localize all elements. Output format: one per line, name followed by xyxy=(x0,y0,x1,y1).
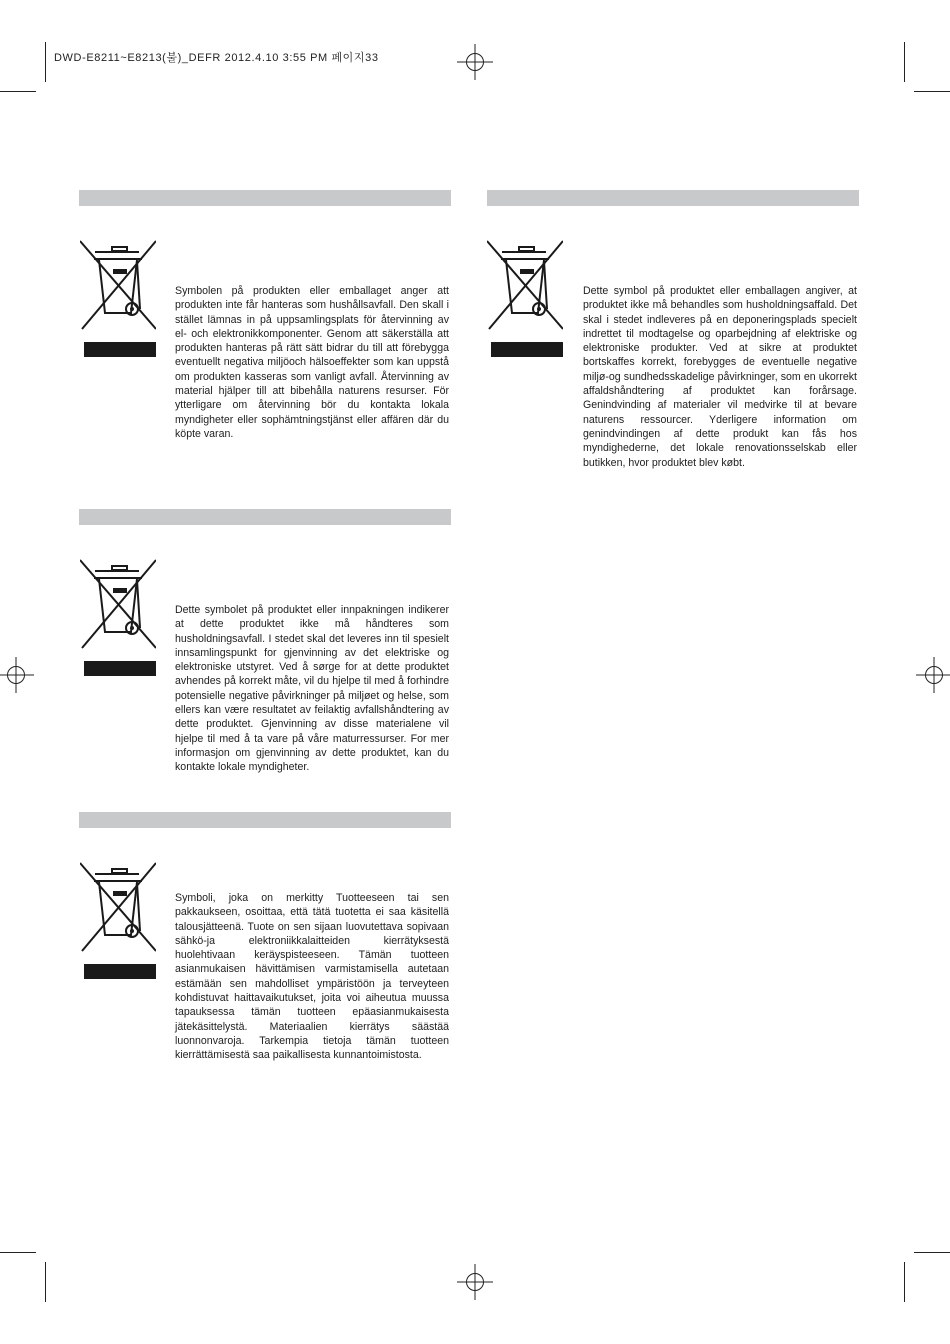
weee-bin-icon xyxy=(487,237,563,359)
danish-disposal-text: Dette symbol på produktet eller emballagen angiver, at produktet ikke må behandles som husholdningsaffald. Det skal i stedet indleveres på en deponeringsplads specielt indrettet til modtagelse og oparbejdning af elektriske og elektroniske produkter. Ved at sikre at produktet bortskaffes korrekt, forebygges de eventuelle negative miljø-og sundhedsskadelige påvirkninger, som en ukorrekt affaldshåndtering af produktet kan forårsage. Genindvinding af materialer vil medvirke til at bevare naturens ressourcer. Yderligere information om genindvindingen af dette produkt kan fås hos myndighederne, det lokale renovationsselskab eller butikken, hvor produktet blev købt. xyxy=(583,285,857,469)
crop-mark xyxy=(45,1262,46,1302)
crop-mark xyxy=(914,1252,950,1253)
crop-mark xyxy=(914,91,950,92)
section-bar-norwegian xyxy=(79,509,451,525)
crop-mark xyxy=(0,1252,36,1253)
registration-crosshair-icon xyxy=(457,1264,493,1300)
weee-bin-icon xyxy=(80,859,156,981)
print-header: DWD-E8211~E8213(불)_DEFR 2012.4.10 3:55 PM 페이지33 xyxy=(54,52,379,64)
registration-crosshair-icon xyxy=(457,44,493,80)
crop-mark xyxy=(904,42,905,82)
registration-crosshair-icon xyxy=(916,657,950,693)
crop-mark xyxy=(0,91,36,92)
section-bar-swedish xyxy=(79,190,451,206)
registration-crosshair-icon xyxy=(0,657,34,693)
section-bar-danish xyxy=(487,190,859,206)
swedish-disposal-text: Symbolen på produkten eller emballaget anger att produkten inte får hanteras som hushållsavfall. Den skall i stället lämnas in på uppsamlingsplats för återvinning av el- och elektronikkomponenter. Genom att säkerställa att produkten hanteras på rätt sätt bidrar du till att förebygga eventuellt negativa miljöoch hälsoeffekter som kan uppstå om produkten kasseras som vanligt avfall. Återvinning av material hjälper till att bibehålla naturens resurser. För ytterligare om återvinning bör du kontakta lokala myndigheter eller sophämtningstjänst eller affären där du köpte varan. xyxy=(175,285,449,440)
weee-bin-icon xyxy=(80,556,156,678)
norwegian-disposal-text: Dette symbolet på produktet eller innpakningen indikerer at dette produktet ikke må håndteres som husholdningsavfall. I stedet skal det leveres inn til spesielt innsamlingspunkt for gjenvinning av det elektriske og elektroniske utstyret. Ved å sørge for at dette produktet avhendes på korrekt måte, vil du hjelpe til med å forhindre potensielle negative påvirkninger på miljøet og helse, som ellers kan være resultatet av feilaktig avfallshåndtering av dette produktet. Gjenvinning av disse materialene vil hjelpe til med å ta vare på våre maturressurser. For mer informasjon om gjenvinning av dette produktet, kan du kontakte lokale myndigheter. xyxy=(175,604,449,774)
weee-bin-icon xyxy=(80,237,156,359)
finnish-disposal-text: Symboli, joka on merkitty Tuotteeseen tai sen pakkaukseen, osoittaa, että tätä tuotetta ei saa käsitellä talousjätteenä. Tuote on sen sijaan luovutettava sopivaan sähkö-ja elektroniikkalaitteiden kierrätyksestä huolehtivaan keräyspisteeseen. Tämän tuotteen asianmukaisen hävittämisen varmistamisella autetaan estämään sen mahdolliset ympäristöön ja terveyteen kohdistuvat haittavaikutukset, joita voi aiheutua muussa tapauksessa tämän tuotteen epäasianmukaisesta jätekäsittelystä. Materiaalien kierrätys säästää luonnonvaroja. Tarkempia tietoja tämän tuotteen kierrättämisestä saa paikallisesta kunnantoimistosta. xyxy=(175,892,449,1062)
section-bar-finnish xyxy=(79,812,451,828)
crop-mark xyxy=(45,42,46,82)
crop-mark xyxy=(904,1262,905,1302)
